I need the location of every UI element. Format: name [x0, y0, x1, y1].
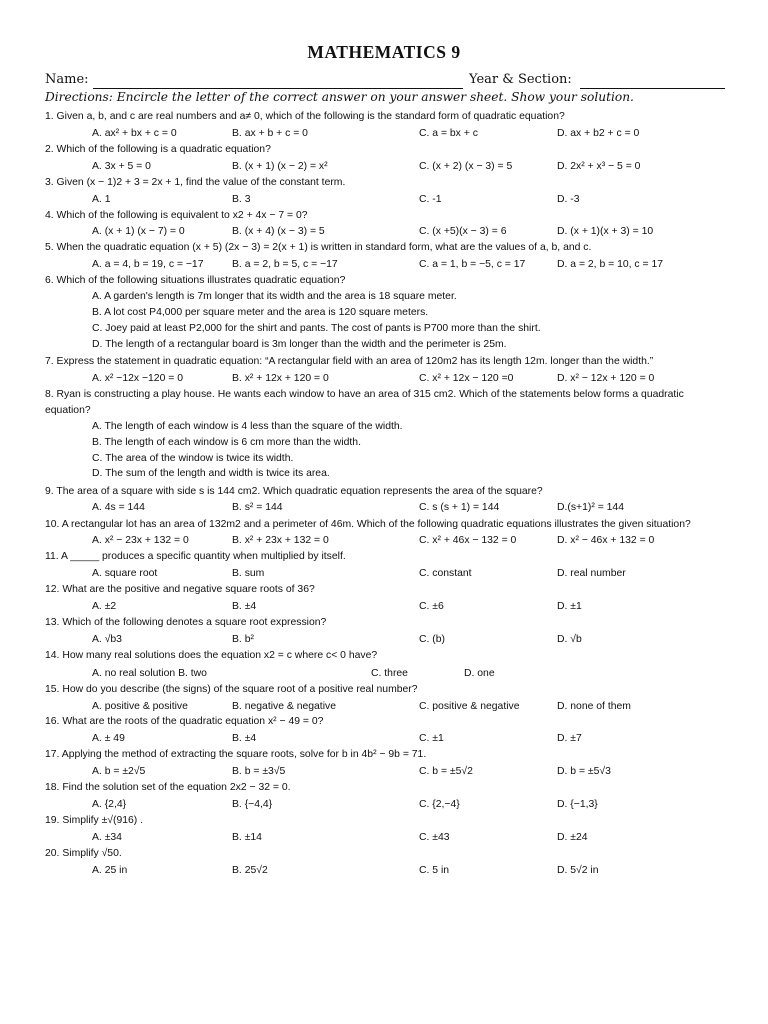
- option-d[interactable]: D. ±24: [557, 832, 588, 843]
- option-d[interactable]: D. The length of a rectangular board is 3m longer than the width and the perimeter is 25m.: [92, 339, 507, 350]
- question-10: 10. A rectangular lot has an area of 132m2 and a perimeter of 46m. Which of the following quadratic equations illustrates the given situation?: [45, 519, 691, 530]
- option-d[interactable]: D. a = 2, b = 10, c = 17: [557, 259, 663, 270]
- question-8: 8. Ryan is constructing a play house. He wants each window to have an area of 315 cm2. Which of the statements below forms a quadratic: [45, 389, 684, 400]
- option-b[interactable]: B. ±14: [232, 832, 262, 843]
- option-c[interactable]: C. positive & negative: [419, 701, 520, 712]
- option-d[interactable]: D. 5√2 in: [557, 865, 599, 876]
- option-a[interactable]: A. positive & positive: [92, 701, 188, 712]
- question-17: 17. Applying the method of extracting the square roots, solve for b in 4b² − 9b = 71.: [45, 749, 427, 760]
- option-c[interactable]: C. {2,−4}: [419, 799, 460, 810]
- question-9-options: [92, 501, 732, 514]
- option-b[interactable]: B. 25√2: [232, 865, 268, 876]
- option-d[interactable]: D. -3: [557, 194, 580, 205]
- question-5-options: [92, 258, 732, 271]
- option-b[interactable]: B. The length of each window is 6 cm more than the width.: [92, 437, 361, 448]
- option-d[interactable]: D. real number: [557, 568, 626, 579]
- option-b[interactable]: B. a = 2, b = 5, c = −17: [232, 259, 338, 270]
- directions: Directions: Encircle the letter of the correct answer on your answer sheet. Show your solution.: [45, 90, 634, 104]
- option-b[interactable]: B. ax + b + c = 0: [232, 128, 308, 139]
- option-c[interactable]: C. s (s + 1) = 144: [419, 502, 500, 513]
- option-c[interactable]: C. The area of the window is twice its width.: [92, 453, 294, 464]
- option-d[interactable]: D. The sum of the length and width is twice its area.: [92, 468, 330, 479]
- option-b[interactable]: B. sum: [232, 568, 265, 579]
- option-b[interactable]: B. {−4,4}: [232, 799, 273, 810]
- option-d[interactable]: D.(s+1)² = 144: [557, 502, 624, 513]
- option-a[interactable]: A. b = ±2√5: [92, 766, 146, 777]
- option-d[interactable]: D. ±1: [557, 601, 582, 612]
- option-a[interactable]: A. (x + 1) (x − 7) = 0: [92, 226, 185, 237]
- year-section-field-line[interactable]: [580, 88, 725, 89]
- option-c[interactable]: C. x² + 46x − 132 = 0: [419, 535, 517, 546]
- question-3-options: [92, 193, 732, 206]
- option-c[interactable]: C. ±6: [419, 601, 444, 612]
- option-b[interactable]: B. s² = 144: [232, 502, 283, 513]
- question-13: 13. Which of the following denotes a square root expression?: [45, 617, 327, 628]
- question-17-options: [92, 765, 732, 778]
- question-5: 5. When the quadratic equation (x + 5) (2x − 3) = 2(x + 1) is written in standard form, what are the values of a, b, and c.: [45, 242, 592, 253]
- option-d[interactable]: D. x² − 12x + 120 = 0: [557, 373, 655, 384]
- year-section-label: Year & Section:: [469, 72, 572, 87]
- question-4-options: [92, 225, 732, 238]
- option-d[interactable]: D. 2x² + x³ − 5 = 0: [557, 161, 641, 172]
- option-c[interactable]: C. ±1: [419, 733, 444, 744]
- question-7-options: [92, 372, 732, 385]
- option-a[interactable]: A. a = 4, b = 19, c = −17: [92, 259, 204, 270]
- question-20-options: [92, 864, 732, 877]
- option-a[interactable]: A. √b3: [92, 634, 122, 645]
- option-c[interactable]: C. constant: [419, 568, 472, 579]
- option-c[interactable]: C. Joey paid at least P2,000 for the shirt and pants. The cost of pants is P700 more than the shirt.: [92, 323, 541, 334]
- option-b[interactable]: B. 3: [232, 194, 251, 205]
- option-c[interactable]: C. a = bx + c: [419, 128, 478, 139]
- option-d[interactable]: D. {−1,3}: [557, 799, 598, 810]
- question-12: 12. What are the positive and negative square roots of 36?: [45, 584, 315, 595]
- option-a[interactable]: A. ±2: [92, 601, 117, 612]
- option-c[interactable]: C. -1: [419, 194, 442, 205]
- option-b[interactable]: B. negative & negative: [232, 701, 336, 712]
- question-4: 4. Which of the following is equivalent to x2 + 4x − 7 = 0?: [45, 210, 308, 221]
- question-18-options: [92, 798, 732, 811]
- option-d[interactable]: D. x² − 46x + 132 = 0: [557, 535, 655, 546]
- question-14-options: [92, 667, 732, 680]
- option-c[interactable]: C. three: [371, 668, 408, 679]
- option-a[interactable]: A. x² − 23x + 132 = 0: [92, 535, 189, 546]
- question-13-options: [92, 633, 732, 646]
- name-field-line[interactable]: [93, 88, 463, 89]
- option-b[interactable]: B. ±4: [232, 733, 257, 744]
- name-year-line: [45, 72, 725, 90]
- question-10-options: [92, 534, 732, 547]
- option-a[interactable]: A. 1: [92, 194, 111, 205]
- option-a[interactable]: A. 3x + 5 = 0: [92, 161, 151, 172]
- worksheet-title: MATHEMATICS 9: [307, 42, 461, 62]
- option-a[interactable]: A. 4s = 144: [92, 502, 145, 513]
- question-11-options: [92, 567, 732, 580]
- question-19: 19. Simplify ±√(916) .: [45, 815, 144, 826]
- option-c[interactable]: C. a = 1, b = −5, c = 17: [419, 259, 526, 270]
- option-c[interactable]: C. (b): [419, 634, 445, 645]
- question-8-continued: equation?: [45, 405, 91, 416]
- option-a[interactable]: A. no real solution B. two: [92, 668, 207, 679]
- question-12-options: [92, 600, 732, 613]
- question-15: 15. How do you describe (the signs) of the square root of a positive real number?: [45, 684, 418, 695]
- option-c[interactable]: C. 5 in: [419, 865, 450, 876]
- question-18: 18. Find the solution set of the equation 2x2 − 32 = 0.: [45, 782, 291, 793]
- option-a[interactable]: A. x² −12x −120 = 0: [92, 373, 183, 384]
- question-20: 20. Simplify √50.: [45, 848, 122, 859]
- option-b[interactable]: B. b = ±3√5: [232, 766, 286, 777]
- option-b[interactable]: B. A lot cost P4,000 per square meter and the area is 120 square meters.: [92, 307, 429, 318]
- question-1-options: [92, 127, 732, 140]
- option-d[interactable]: D. one: [464, 668, 495, 679]
- question-2-options: [92, 160, 732, 173]
- option-b[interactable]: B. (x + 1) (x − 2) = x²: [232, 161, 328, 172]
- question-16: 16. What are the roots of the quadratic equation x² − 49 = 0?: [45, 716, 324, 727]
- question-15-options: [92, 700, 732, 713]
- option-d[interactable]: D. none of them: [557, 701, 631, 712]
- option-c[interactable]: C. (x +5)(x − 3) = 6: [419, 226, 507, 237]
- option-d[interactable]: D. b = ±5√3: [557, 766, 611, 777]
- option-b[interactable]: B. ±4: [232, 601, 257, 612]
- question-6: 6. Which of the following situations illustrates quadratic equation?: [45, 275, 346, 286]
- option-a[interactable]: A. {2,4}: [92, 799, 127, 810]
- question-16-options: [92, 732, 732, 745]
- option-b[interactable]: B. (x + 4) (x − 3) = 5: [232, 226, 325, 237]
- option-a[interactable]: A. A garden's length is 7m longer that its width and the area is 18 square meter.: [92, 291, 457, 302]
- option-c[interactable]: C. (x + 2) (x − 3) = 5: [419, 161, 513, 172]
- option-b[interactable]: B. x² + 23x + 132 = 0: [232, 535, 329, 546]
- option-c[interactable]: C. ±43: [419, 832, 450, 843]
- option-a[interactable]: A. ±34: [92, 832, 122, 843]
- option-a[interactable]: A. ax² + bx + c = 0: [92, 128, 177, 139]
- question-19-options: [92, 831, 732, 844]
- option-b[interactable]: B. b²: [232, 634, 254, 645]
- option-d[interactable]: D. (x + 1)(x + 3) = 10: [557, 226, 654, 237]
- question-9: 9. The area of a square with side s is 144 cm2. Which quadratic equation represents the area of the square?: [45, 486, 543, 497]
- option-b[interactable]: B. x² + 12x + 120 = 0: [232, 373, 329, 384]
- option-a[interactable]: A. ± 49: [92, 733, 125, 744]
- name-label: Name:: [45, 72, 89, 87]
- option-a[interactable]: A. square root: [92, 568, 158, 579]
- question-2: 2. Which of the following is a quadratic equation?: [45, 144, 271, 155]
- option-a[interactable]: A. The length of each window is 4 less than the square of the width.: [92, 421, 403, 432]
- question-3: 3. Given (x − 1)2 + 3 = 2x + 1, find the value of the constant term.: [45, 177, 346, 188]
- question-14: 14. How many real solutions does the equation x2 = c where c< 0 have?: [45, 650, 378, 661]
- question-1: 1. Given a, b, and c are real numbers and a≠ 0, which of the following is the standard form of quadratic equation?: [45, 111, 565, 122]
- option-d[interactable]: D. ax + b2 + c = 0: [557, 128, 640, 139]
- option-d[interactable]: D. √b: [557, 634, 582, 645]
- option-c[interactable]: C. x² + 12x − 120 =0: [419, 373, 514, 384]
- question-7: 7. Express the statement in quadratic equation: “A rectangular field with an area of 120m2 has its length 12m. longer than the width.”: [45, 356, 654, 367]
- option-d[interactable]: D. ±7: [557, 733, 582, 744]
- option-c[interactable]: C. b = ±5√2: [419, 766, 473, 777]
- option-a[interactable]: A. 25 in: [92, 865, 128, 876]
- question-11: 11. A _____ produces a specific quantity when multiplied by itself.: [45, 551, 346, 562]
